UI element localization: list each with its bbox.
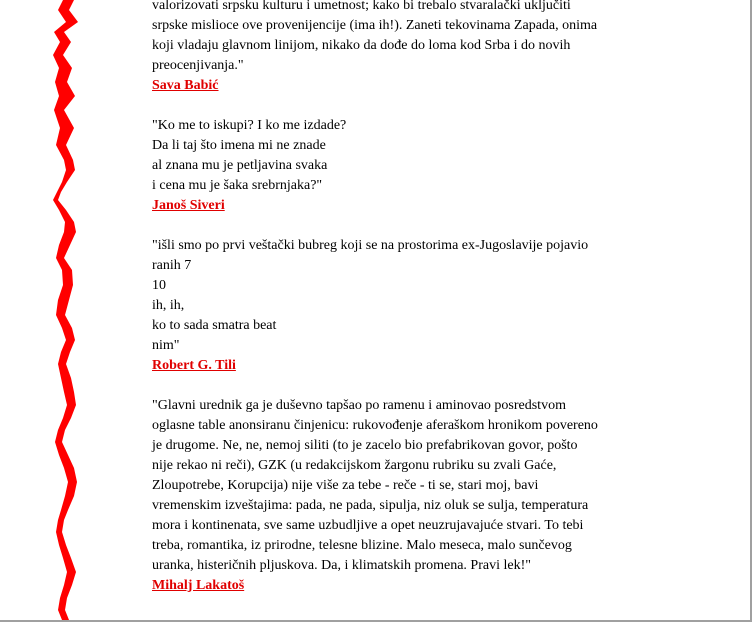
quote-block-3 xyxy=(152,236,642,376)
quote-1-line-3: koji vladaju glavnom linijom, nikako da dođe do loma kod Srba i do novih xyxy=(152,38,571,53)
quote-3-line-5: ko to sada smatra beat xyxy=(152,318,277,333)
spacer xyxy=(152,376,642,396)
quote-4-line-9: uranka, histeričnih pljuskova. Da, i klimatskih promena. Pravi lek!" xyxy=(152,558,531,573)
quote-block-1 xyxy=(152,0,642,96)
spacer xyxy=(152,96,642,116)
quote-4-line-3: je drugome. Ne, ne, nemoj siliti (to je zacelo bio prefabrikovan govor, pošto xyxy=(152,438,578,453)
quote-3-line-2: ranih 7 xyxy=(152,258,192,273)
quote-2-line-2: Da li taj što imena mi ne znade xyxy=(152,138,326,153)
quote-4-line-7: mora i kontinenata, sve same uzbudljive a opet neuzrujavajuće stvari. To tebi xyxy=(152,518,584,533)
author-link-mihalj-lakatos[interactable]: Mihalj Lakatoš xyxy=(152,578,245,593)
quote-block-4 xyxy=(152,396,642,596)
quote-4-line-6: vremenskim izveštajima: pada, ne pada, sipulja, niz oluk se sulja, temperatura xyxy=(152,498,589,513)
quote-1-line-4: preocenjivanja." xyxy=(152,58,244,73)
quote-4-line-4: nije rekao ni reči), GZK (u redakcijskom žargonu rubriku su zvali Gaće, xyxy=(152,458,557,473)
quote-4-line-5: Zloupotrebe, Korupcija) nije više za tebe - reče - ti se, stari moj, bavi xyxy=(152,478,539,493)
author-link-janos-siveri[interactable]: Janoš Siveri xyxy=(152,198,225,213)
quote-3-line-4: ih, ih, xyxy=(152,298,185,313)
quote-1-line-1: valorizovati srpsku kulturu i umetnost; kako bi trebalo stvaralački uključiti xyxy=(152,0,571,13)
quote-4-line-1: "Glavni urednik ga je duševno tapšao po ramenu i aminovao posredstvom xyxy=(152,398,566,413)
author-link-robert-g-tili[interactable]: Robert G. Tili xyxy=(152,358,236,373)
quotes-column xyxy=(152,0,642,596)
quote-1-line-2: srpske mislioce ove provenijencije (ima ih!). Zaneti tekovinama Zapada, onima xyxy=(152,18,598,33)
quote-2-line-4: i cena mu je šaka srebrnjaka?" xyxy=(152,178,323,193)
spacer xyxy=(152,216,642,236)
quote-3-line-1: "išli smo po prvi veštački bubreg koji se na prostorima ex-Jugoslavije pojavio xyxy=(152,238,589,253)
quote-4-line-2: oglasne table anonsiranu činjenicu: rukovođenje aferaškom hronikom povereno xyxy=(152,418,598,433)
quote-3-line-6: nim" xyxy=(152,338,180,353)
quote-2-line-3: al znana mu je petljavina svaka xyxy=(152,158,328,173)
quote-3-line-3: 10 xyxy=(152,278,166,293)
red-zigzag-border-decoration xyxy=(50,0,100,620)
quote-block-2 xyxy=(152,116,642,216)
author-link-sava-babic[interactable]: Sava Babić xyxy=(152,78,219,93)
quote-2-line-1: "Ko me to iskupi? I ko me izdade? xyxy=(152,118,347,133)
quote-4-line-8: treba, romantika, iz prirodne, telesne blizine. Malo meseca, malo sunčevog xyxy=(152,538,572,553)
